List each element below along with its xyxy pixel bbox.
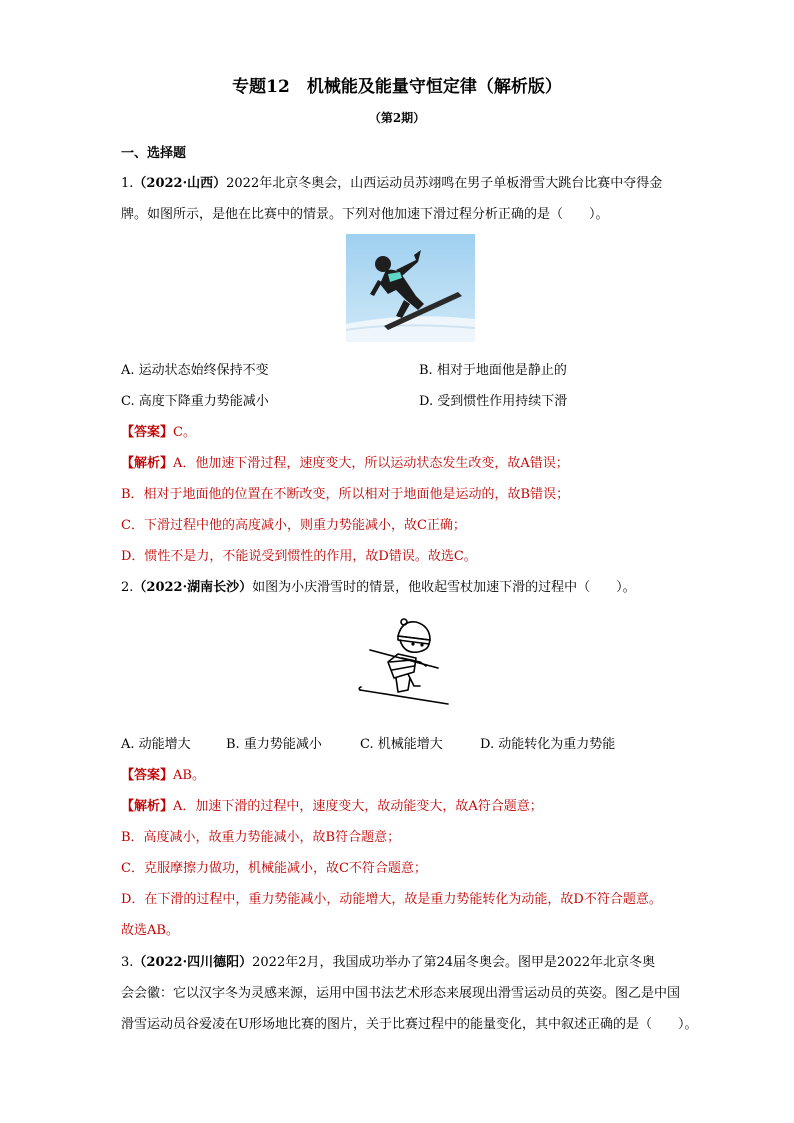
- q2-stem: [121, 576, 636, 595]
- q1-analysis-line1: [121, 452, 569, 471]
- section-heading: 一、选择题: [121, 146, 187, 161]
- q2-analysis-tag: 【解析】: [121, 799, 174, 814]
- q2-stem-text: 如图为小庆滑雪时的情景，他收起雪杖加速下滑的过程中（ ）。: [252, 580, 636, 595]
- q2-source: （2022·湖南长沙）: [133, 580, 253, 595]
- q1-stem-text: 2022年北京冬奥会，山西运动员苏翊鸣在男子单板滑雪大跳台比赛中夺得金: [226, 176, 663, 191]
- q1-answer-value: C。: [173, 425, 196, 440]
- q1-analysis-text: A．他加速下滑过程，速度变大，所以运动状态发生改变，故A错误；: [173, 456, 569, 471]
- q2-conclusion: 故选AB。: [121, 923, 179, 938]
- q2-answer-tag: 【答案】: [121, 768, 174, 783]
- page-subtitle: （第2期）: [368, 111, 426, 125]
- q3-stem-line1: [121, 951, 655, 970]
- q1-option-d: D. 受到惯性作用持续下滑: [419, 394, 568, 409]
- q2-option-a: A. 动能增大: [121, 737, 191, 752]
- q3-stem-line3: 滑雪运动员谷爱凌在U形场地比赛的图片，关于比赛过程中的能量变化，其中叙述正确的是（ ）。: [121, 1017, 698, 1032]
- q2-analysis-line1: [121, 795, 543, 814]
- q3-stem-text: 2022年2月，我国成功举办了第24届冬奥会。图甲是2022年北京冬奥: [252, 955, 656, 970]
- q1-analysis-line3: C．下滑过程中他的高度减小，则重力势能减小，故C正确；: [121, 518, 466, 533]
- q1-answer-tag: 【答案】: [121, 425, 174, 440]
- q2-analysis-line3: C．克服摩擦力做功，机械能减小，故C不符合题意；: [121, 861, 427, 876]
- q3-number: 3.: [121, 955, 134, 970]
- q1-option-a: A. 运动状态始终保持不变: [121, 363, 269, 378]
- q3-source: （2022·四川德阳）: [133, 955, 253, 970]
- skier-drawing: [358, 616, 458, 706]
- q2-analysis-line4: D．在下滑的过程中，重力势能减小，动能增大，故是重力势能转化为动能，故D不符合题意。: [121, 892, 662, 907]
- q1-answer: [121, 421, 196, 440]
- q3-stem-line2: 会会徽：它以汉字冬为灵感来源，运用中国书法艺术形态来展现出滑雪运动员的英姿。图乙是中国: [121, 986, 681, 1001]
- q2-option-b: B. 重力势能减小: [226, 737, 322, 752]
- q2-answer: [121, 764, 205, 783]
- q1-analysis-line2: B．相对于地面他的位置在不断改变，所以相对于地面他是运动的，故B错误；: [121, 487, 570, 502]
- q2-answer-value: AB。: [173, 768, 205, 783]
- q2-option-c: C. 机械能增大: [360, 737, 443, 752]
- q1-stem-line1: [121, 172, 662, 191]
- q1-analysis-line4: D．惯性不是力，不能说受到惯性的作用，故D错误。故选C。: [121, 549, 477, 564]
- q2-option-d: D. 动能转化为重力势能: [480, 737, 616, 752]
- page-title: 专题12 机械能及能量守恒定律（解析版）: [232, 77, 562, 97]
- q1-analysis-tag: 【解析】: [121, 456, 174, 471]
- q1-option-c: C. 高度下降重力势能减小: [121, 394, 269, 409]
- q2-analysis-line2: B．高度减小，故重力势能减小，故B符合题意；: [121, 830, 401, 845]
- q1-number: 1.: [121, 176, 134, 191]
- snowboarder-photo: [346, 234, 475, 342]
- q2-analysis-text: A．加速下滑的过程中，速度变大，故动能变大，故A符合题意；: [173, 799, 543, 814]
- q1-source: （2022·山西）: [133, 176, 227, 191]
- q1-stem-line2: 牌。如图所示，是他在比赛中的情景。下列对他加速下滑过程分析正确的是（ ）。: [121, 207, 609, 222]
- q1-option-b: B. 相对于地面他是静止的: [419, 363, 567, 378]
- q2-number: 2.: [121, 580, 134, 595]
